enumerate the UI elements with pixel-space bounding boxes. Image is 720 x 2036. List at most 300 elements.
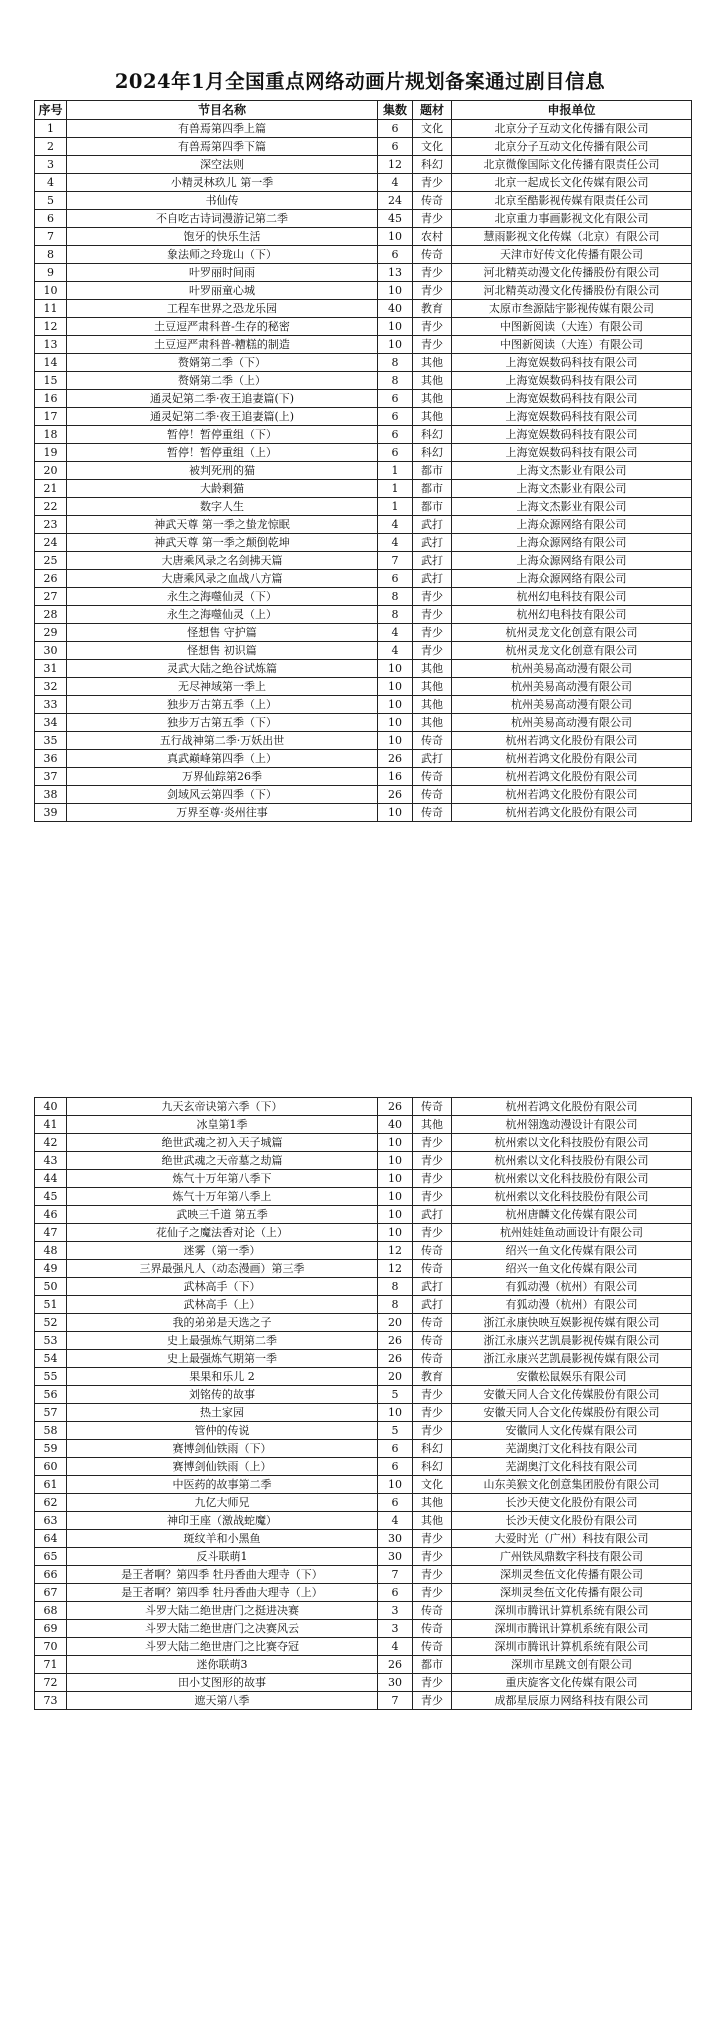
cell-program-name: 独步万古第五季（上） (67, 696, 378, 714)
cell-episodes: 6 (378, 570, 413, 588)
cell-episodes: 40 (378, 1116, 413, 1134)
cell-applicant: 杭州若鸿文化股份有限公司 (452, 750, 692, 768)
cell-applicant: 上海宽娱数码科技有限公司 (452, 390, 692, 408)
cell-program-name: 暂停！暂停重组（下） (67, 426, 378, 444)
header-episodes: 集数 (378, 101, 413, 120)
cell-episodes: 12 (378, 156, 413, 174)
cell-program-name: 数字人生 (67, 498, 378, 516)
cell-episodes: 26 (378, 1656, 413, 1674)
header-applicant: 申报单位 (452, 101, 692, 120)
cell-program-name: 通灵妃第二季·夜王追妻篇(上) (67, 408, 378, 426)
table-row (35, 1350, 692, 1368)
cell-index: 15 (35, 372, 67, 390)
cell-program-name: 热土家园 (67, 1404, 378, 1422)
cell-genre: 青少 (413, 1386, 452, 1404)
cell-program-name: 管仲的传说 (67, 1422, 378, 1440)
cell-index: 67 (35, 1584, 67, 1602)
cell-program-name: 刘铭传的故事 (67, 1386, 378, 1404)
table-row (35, 336, 692, 354)
cell-genre: 传奇 (413, 1332, 452, 1350)
table-row (35, 390, 692, 408)
cell-genre: 文化 (413, 1476, 452, 1494)
table-row (35, 1206, 692, 1224)
cell-index: 51 (35, 1296, 67, 1314)
cell-program-name: 大唐乘风录之名剑拂天篇 (67, 552, 378, 570)
cell-episodes: 10 (378, 660, 413, 678)
cell-episodes: 7 (378, 1692, 413, 1710)
header-genre: 题材 (413, 101, 452, 120)
cell-applicant: 北京分子互动文化传播有限公司 (452, 120, 692, 138)
table-row (35, 354, 692, 372)
cell-index: 63 (35, 1512, 67, 1530)
table-row (35, 174, 692, 192)
cell-index: 73 (35, 1692, 67, 1710)
cell-index: 6 (35, 210, 67, 228)
cell-applicant: 杭州美易高动漫有限公司 (452, 714, 692, 732)
cell-index: 55 (35, 1368, 67, 1386)
cell-program-name: 武林高手（下） (67, 1278, 378, 1296)
cell-program-name: 炼气十万年第八季上 (67, 1188, 378, 1206)
cell-program-name: 不自吃古诗词漫游记第二季 (67, 210, 378, 228)
cell-program-name: 饱牙的快乐生活 (67, 228, 378, 246)
cell-episodes: 10 (378, 1134, 413, 1152)
cell-applicant: 成都星辰原力网络科技有限公司 (452, 1692, 692, 1710)
cell-applicant: 杭州索以文化科技股份有限公司 (452, 1134, 692, 1152)
cell-program-name: 大龄剩猫 (67, 480, 378, 498)
cell-genre: 青少 (413, 174, 452, 192)
cell-genre: 武打 (413, 750, 452, 768)
cell-applicant: 杭州娃娃鱼动画设计有限公司 (452, 1224, 692, 1242)
cell-index: 37 (35, 768, 67, 786)
cell-genre: 传奇 (413, 192, 452, 210)
cell-index: 4 (35, 174, 67, 192)
cell-program-name: 赘婿第二季（下） (67, 354, 378, 372)
cell-episodes: 6 (378, 1440, 413, 1458)
table-row (35, 1296, 692, 1314)
cell-episodes: 10 (378, 1404, 413, 1422)
table-body-part-1 (35, 120, 692, 822)
cell-program-name: 是王者啊？第四季 牡丹香曲大理寺（下） (67, 1566, 378, 1584)
table-row (35, 768, 692, 786)
cell-applicant: 有狐动漫（杭州）有限公司 (452, 1296, 692, 1314)
cell-applicant: 安徽同人文化传媒有限公司 (452, 1422, 692, 1440)
cell-index: 40 (35, 1098, 67, 1116)
cell-program-name: 是王者啊？第四季 牡丹香曲大理寺（上） (67, 1584, 378, 1602)
cell-index: 52 (35, 1314, 67, 1332)
cell-index: 26 (35, 570, 67, 588)
cell-index: 44 (35, 1170, 67, 1188)
cell-index: 8 (35, 246, 67, 264)
cell-applicant: 长沙天使文化股份有限公司 (452, 1494, 692, 1512)
cell-applicant: 杭州灵龙文化创意有限公司 (452, 624, 692, 642)
cell-applicant: 深圳市腾讯计算机系统有限公司 (452, 1620, 692, 1638)
cell-applicant: 上海文杰影业有限公司 (452, 462, 692, 480)
table-row (35, 1512, 692, 1530)
cell-genre: 科幻 (413, 1440, 452, 1458)
cell-genre: 青少 (413, 336, 452, 354)
cell-episodes: 5 (378, 1422, 413, 1440)
cell-episodes: 30 (378, 1548, 413, 1566)
cell-index: 41 (35, 1116, 67, 1134)
cell-genre: 传奇 (413, 1602, 452, 1620)
cell-episodes: 10 (378, 1224, 413, 1242)
cell-episodes: 12 (378, 1260, 413, 1278)
cell-genre: 传奇 (413, 1098, 452, 1116)
table-row (35, 462, 692, 480)
cell-index: 72 (35, 1674, 67, 1692)
cell-applicant: 北京至酷影视传媒有限责任公司 (452, 192, 692, 210)
cell-program-name: 赘婿第二季（上） (67, 372, 378, 390)
cell-program-name: 永生之海噬仙灵（上） (67, 606, 378, 624)
table-row (35, 750, 692, 768)
cell-genre: 传奇 (413, 1620, 452, 1638)
table-row (35, 1278, 692, 1296)
table-row (35, 300, 692, 318)
cell-applicant: 芜湖奥汀文化科技有限公司 (452, 1458, 692, 1476)
cell-episodes: 4 (378, 1512, 413, 1530)
cell-program-name: 果果和乐儿 2 (67, 1368, 378, 1386)
cell-genre: 其他 (413, 1494, 452, 1512)
cell-genre: 其他 (413, 714, 452, 732)
cell-episodes: 40 (378, 300, 413, 318)
cell-applicant: 浙江永康快映互娱影视传媒有限公司 (452, 1314, 692, 1332)
cell-program-name: 斗罗大陆二绝世唐门之挺进决赛 (67, 1602, 378, 1620)
cell-applicant: 北京重力事画影视文化有限公司 (452, 210, 692, 228)
cell-episodes: 3 (378, 1602, 413, 1620)
cell-episodes: 16 (378, 768, 413, 786)
table-row (35, 210, 692, 228)
table-row (35, 408, 692, 426)
cell-episodes: 24 (378, 192, 413, 210)
cell-program-name: 九天玄帝诀第六季（下） (67, 1098, 378, 1116)
records-table-part-2 (34, 1097, 692, 1710)
cell-episodes: 6 (378, 426, 413, 444)
cell-index: 46 (35, 1206, 67, 1224)
table-row (35, 192, 692, 210)
cell-episodes: 8 (378, 606, 413, 624)
cell-program-name: 史上最强炼气期第二季 (67, 1332, 378, 1350)
table-row (35, 1530, 692, 1548)
table-row (35, 1656, 692, 1674)
cell-applicant: 安徽天同人合文化传媒股份有限公司 (452, 1404, 692, 1422)
cell-program-name: 我的弟弟是天选之子 (67, 1314, 378, 1332)
cell-episodes: 3 (378, 1620, 413, 1638)
cell-genre: 文化 (413, 120, 452, 138)
table-row (35, 444, 692, 462)
cell-applicant: 杭州索以文化科技股份有限公司 (452, 1152, 692, 1170)
cell-applicant: 有狐动漫（杭州）有限公司 (452, 1278, 692, 1296)
cell-episodes: 8 (378, 588, 413, 606)
cell-applicant: 杭州翎逸动漫设计有限公司 (452, 1116, 692, 1134)
cell-applicant: 杭州若鸿文化股份有限公司 (452, 768, 692, 786)
cell-episodes: 8 (378, 1278, 413, 1296)
table-row (35, 1314, 692, 1332)
cell-applicant: 上海文杰影业有限公司 (452, 480, 692, 498)
cell-episodes: 4 (378, 642, 413, 660)
cell-genre: 青少 (413, 1548, 452, 1566)
table-row (35, 1584, 692, 1602)
cell-index: 38 (35, 786, 67, 804)
cell-applicant: 重庆旋客文化传媒有限公司 (452, 1674, 692, 1692)
cell-index: 60 (35, 1458, 67, 1476)
cell-episodes: 8 (378, 372, 413, 390)
cell-program-name: 书仙传 (67, 192, 378, 210)
cell-program-name: 反斗联萌1 (67, 1548, 378, 1566)
cell-program-name: 叶罗丽时间雨 (67, 264, 378, 282)
cell-genre: 都市 (413, 1656, 452, 1674)
header-program-name: 节目名称 (67, 101, 378, 120)
cell-program-name: 炼气十万年第八季下 (67, 1170, 378, 1188)
cell-applicant: 杭州若鸿文化股份有限公司 (452, 732, 692, 750)
table-row (35, 120, 692, 138)
cell-genre: 青少 (413, 1152, 452, 1170)
table-row (35, 1134, 692, 1152)
cell-program-name: 武映三千道 第五季 (67, 1206, 378, 1224)
cell-episodes: 30 (378, 1530, 413, 1548)
cell-genre: 传奇 (413, 1350, 452, 1368)
cell-index: 12 (35, 318, 67, 336)
cell-episodes: 1 (378, 462, 413, 480)
cell-applicant: 上海宽娱数码科技有限公司 (452, 408, 692, 426)
cell-genre: 其他 (413, 678, 452, 696)
cell-genre: 其他 (413, 390, 452, 408)
cell-index: 24 (35, 534, 67, 552)
cell-genre: 青少 (413, 1530, 452, 1548)
table-row (35, 1368, 692, 1386)
cell-genre: 其他 (413, 1116, 452, 1134)
cell-program-name: 斑纹羊和小黑鱼 (67, 1530, 378, 1548)
cell-applicant: 深圳市腾讯计算机系统有限公司 (452, 1638, 692, 1656)
table-row (35, 606, 692, 624)
cell-episodes: 10 (378, 282, 413, 300)
cell-genre: 青少 (413, 1404, 452, 1422)
cell-applicant: 杭州若鸿文化股份有限公司 (452, 804, 692, 822)
cell-index: 2 (35, 138, 67, 156)
cell-genre: 武打 (413, 516, 452, 534)
table-row (35, 1170, 692, 1188)
cell-episodes: 10 (378, 1152, 413, 1170)
cell-genre: 青少 (413, 1422, 452, 1440)
cell-index: 49 (35, 1260, 67, 1278)
cell-genre: 农村 (413, 228, 452, 246)
cell-program-name: 万界至尊·炎州往事 (67, 804, 378, 822)
cell-program-name: 赛博剑仙铁雨（下） (67, 1440, 378, 1458)
cell-genre: 青少 (413, 588, 452, 606)
cell-genre: 武打 (413, 1206, 452, 1224)
cell-program-name: 九亿大师兄 (67, 1494, 378, 1512)
table-row (35, 516, 692, 534)
cell-applicant: 长沙天使文化股份有限公司 (452, 1512, 692, 1530)
cell-index: 29 (35, 624, 67, 642)
table-row (35, 1332, 692, 1350)
cell-program-name: 神印王座（激战蛇魔） (67, 1512, 378, 1530)
cell-program-name: 永生之海噬仙灵（下） (67, 588, 378, 606)
cell-episodes: 10 (378, 1206, 413, 1224)
table-row (35, 714, 692, 732)
cell-genre: 青少 (413, 282, 452, 300)
cell-genre: 传奇 (413, 1638, 452, 1656)
cell-program-name: 万界仙踪第26季 (67, 768, 378, 786)
table-row (35, 786, 692, 804)
table-row (35, 1638, 692, 1656)
table-row (35, 1566, 692, 1584)
cell-program-name: 怪想售 守护篇 (67, 624, 378, 642)
cell-program-name: 深空法则 (67, 156, 378, 174)
table-row (35, 1620, 692, 1638)
cell-episodes: 10 (378, 228, 413, 246)
cell-genre: 传奇 (413, 1260, 452, 1278)
table-row (35, 534, 692, 552)
table-row (35, 1458, 692, 1476)
table-row (35, 1674, 692, 1692)
cell-genre: 都市 (413, 498, 452, 516)
table-row (35, 498, 692, 516)
cell-index: 57 (35, 1404, 67, 1422)
cell-applicant: 河北精英动漫文化传播股份有限公司 (452, 264, 692, 282)
table-row (35, 1260, 692, 1278)
table-row (35, 696, 692, 714)
cell-program-name: 有兽焉第四季下篇 (67, 138, 378, 156)
cell-genre: 传奇 (413, 1242, 452, 1260)
table-row (35, 228, 692, 246)
cell-index: 66 (35, 1566, 67, 1584)
cell-episodes: 4 (378, 516, 413, 534)
cell-program-name: 怪想售 初识篇 (67, 642, 378, 660)
cell-applicant: 杭州索以文化科技股份有限公司 (452, 1188, 692, 1206)
cell-episodes: 6 (378, 1458, 413, 1476)
table-row (35, 678, 692, 696)
cell-genre: 教育 (413, 1368, 452, 1386)
cell-episodes: 26 (378, 786, 413, 804)
cell-program-name: 无尽神域第一季上 (67, 678, 378, 696)
cell-program-name: 通灵妃第二季·夜王追妻篇(下) (67, 390, 378, 408)
cell-applicant: 杭州若鸿文化股份有限公司 (452, 1098, 692, 1116)
cell-genre: 都市 (413, 462, 452, 480)
table-row (35, 426, 692, 444)
cell-index: 21 (35, 480, 67, 498)
table-row (35, 1602, 692, 1620)
cell-index: 18 (35, 426, 67, 444)
cell-genre: 武打 (413, 1278, 452, 1296)
table-row (35, 246, 692, 264)
cell-genre: 青少 (413, 1584, 452, 1602)
cell-genre: 其他 (413, 408, 452, 426)
cell-program-name: 斗罗大陆二绝世唐门之决赛风云 (67, 1620, 378, 1638)
cell-episodes: 20 (378, 1368, 413, 1386)
cell-program-name: 赛博剑仙铁雨（上） (67, 1458, 378, 1476)
cell-program-name: 三界最强凡人（动态漫画）第三季 (67, 1260, 378, 1278)
cell-episodes: 4 (378, 174, 413, 192)
table-row (35, 660, 692, 678)
cell-index: 54 (35, 1350, 67, 1368)
cell-episodes: 10 (378, 336, 413, 354)
cell-index: 35 (35, 732, 67, 750)
cell-episodes: 26 (378, 1332, 413, 1350)
cell-index: 61 (35, 1476, 67, 1494)
cell-episodes: 12 (378, 1242, 413, 1260)
table-row (35, 138, 692, 156)
cell-index: 25 (35, 552, 67, 570)
cell-applicant: 深圳市腾讯计算机系统有限公司 (452, 1602, 692, 1620)
cell-index: 59 (35, 1440, 67, 1458)
cell-applicant: 深圳灵叁伍文化传播有限公司 (452, 1566, 692, 1584)
cell-episodes: 6 (378, 1584, 413, 1602)
cell-index: 23 (35, 516, 67, 534)
cell-applicant: 绍兴一鱼文化传媒有限公司 (452, 1260, 692, 1278)
cell-index: 11 (35, 300, 67, 318)
cell-index: 53 (35, 1332, 67, 1350)
table-row (35, 570, 692, 588)
cell-episodes: 6 (378, 408, 413, 426)
cell-program-name: 史上最强炼气期第一季 (67, 1350, 378, 1368)
table-row (35, 1224, 692, 1242)
cell-applicant: 上海众源网络有限公司 (452, 534, 692, 552)
cell-episodes: 10 (378, 732, 413, 750)
cell-genre: 传奇 (413, 1314, 452, 1332)
cell-genre: 科幻 (413, 426, 452, 444)
cell-applicant: 杭州幻电科技有限公司 (452, 588, 692, 606)
cell-genre: 青少 (413, 210, 452, 228)
table-row (35, 1440, 692, 1458)
cell-index: 9 (35, 264, 67, 282)
cell-index: 34 (35, 714, 67, 732)
cell-applicant: 上海宽娱数码科技有限公司 (452, 354, 692, 372)
cell-episodes: 7 (378, 552, 413, 570)
table-row (35, 1494, 692, 1512)
cell-index: 62 (35, 1494, 67, 1512)
table-row (35, 282, 692, 300)
cell-episodes: 30 (378, 1674, 413, 1692)
cell-episodes: 10 (378, 678, 413, 696)
cell-program-name: 叶罗丽童心城 (67, 282, 378, 300)
records-table-part-1 (34, 100, 692, 822)
cell-applicant: 杭州美易高动漫有限公司 (452, 678, 692, 696)
cell-applicant: 北京分子互动文化传播有限公司 (452, 138, 692, 156)
cell-index: 48 (35, 1242, 67, 1260)
cell-episodes: 26 (378, 1350, 413, 1368)
cell-applicant: 杭州美易高动漫有限公司 (452, 660, 692, 678)
table-row (35, 804, 692, 822)
cell-program-name: 大唐乘风录之血战八方篇 (67, 570, 378, 588)
table-row (35, 1242, 692, 1260)
cell-episodes: 8 (378, 1296, 413, 1314)
cell-episodes: 6 (378, 1494, 413, 1512)
cell-program-name: 有兽焉第四季上篇 (67, 120, 378, 138)
table-body-part-2 (35, 1098, 692, 1710)
table-row (35, 1422, 692, 1440)
cell-index: 16 (35, 390, 67, 408)
cell-applicant: 杭州幻电科技有限公司 (452, 606, 692, 624)
cell-genre: 其他 (413, 354, 452, 372)
cell-applicant: 北京一起成长文化传媒有限公司 (452, 174, 692, 192)
cell-index: 47 (35, 1224, 67, 1242)
cell-genre: 传奇 (413, 768, 452, 786)
cell-genre: 青少 (413, 624, 452, 642)
cell-episodes: 4 (378, 1638, 413, 1656)
cell-program-name: 绝世武魂之天帝墓之劫篇 (67, 1152, 378, 1170)
cell-index: 70 (35, 1638, 67, 1656)
cell-episodes: 10 (378, 1476, 413, 1494)
cell-applicant: 太原市叁源陆宇影视传媒有限公司 (452, 300, 692, 318)
table-row (35, 156, 692, 174)
cell-episodes: 26 (378, 750, 413, 768)
cell-applicant: 杭州唐麟文化传媒有限公司 (452, 1206, 692, 1224)
cell-episodes: 4 (378, 534, 413, 552)
cell-applicant: 杭州灵龙文化创意有限公司 (452, 642, 692, 660)
cell-applicant: 上海众源网络有限公司 (452, 570, 692, 588)
cell-genre: 青少 (413, 1134, 452, 1152)
cell-genre: 青少 (413, 318, 452, 336)
